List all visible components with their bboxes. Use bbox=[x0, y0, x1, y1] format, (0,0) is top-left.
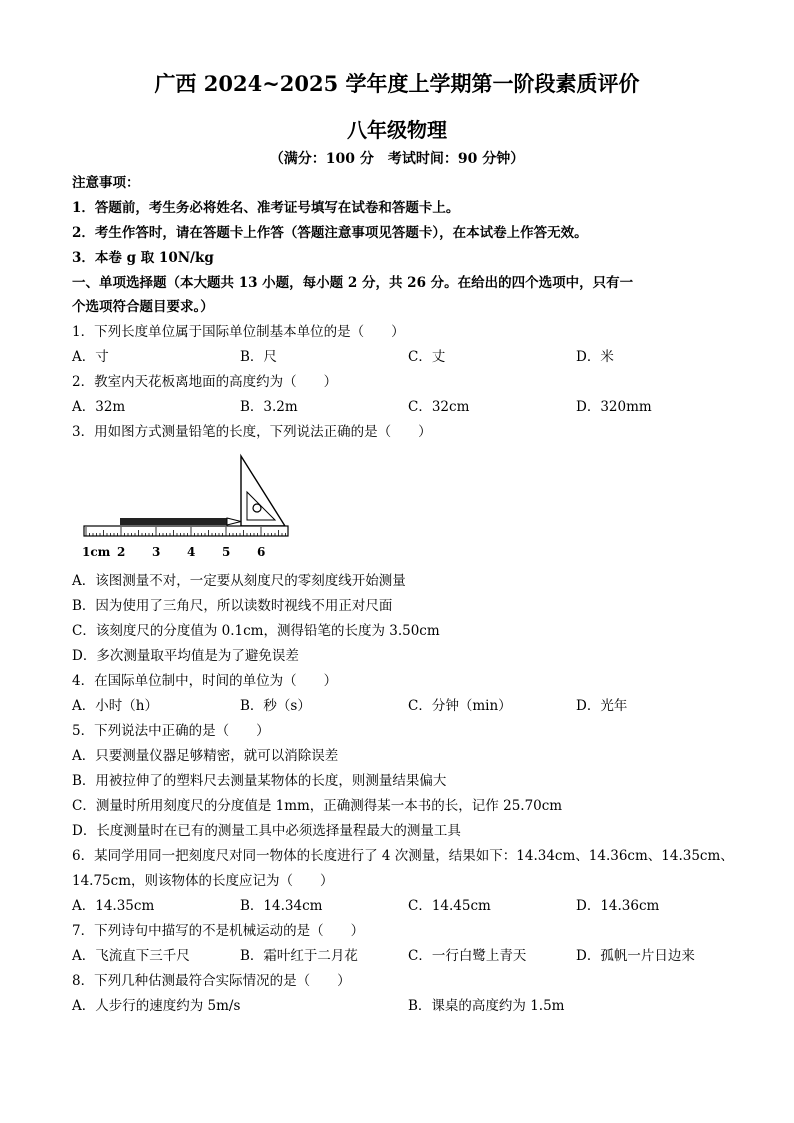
question-6-stem-cont: 14.75cm，则该物体的长度应记为（ ） bbox=[72, 873, 334, 889]
question-2-stem: 2．教室内天花板离地面的高度约为（ ） bbox=[72, 374, 338, 390]
question-8-option-b: B．课桌的高度约为 1.5m bbox=[408, 998, 565, 1014]
question-7-option-c: C．一行白鹭上青天 bbox=[408, 948, 527, 964]
ruler-label: 2 bbox=[117, 545, 126, 559]
section-heading-cont: 个选项符合题目要求。） bbox=[72, 299, 214, 315]
pencil-tip bbox=[227, 518, 241, 525]
exam-info: （满分：100 分 考试时间：90 分钟） bbox=[269, 151, 525, 167]
question-8-option-a: A．人步行的速度约为 5m/s bbox=[72, 998, 241, 1014]
question-6-option-b: B．14.34cm bbox=[240, 898, 323, 914]
question-5-option-a: A．只要测量仪器足够精密，就可以消除误差 bbox=[72, 748, 339, 764]
question-1-option-b: B．尺 bbox=[240, 349, 277, 365]
question-2-option-a: A．32m bbox=[72, 399, 126, 415]
question-5-option-b: B．用被拉伸了的塑料尺去测量某物体的长度，则测量结果偏大 bbox=[72, 773, 447, 789]
question-2-option-d: D．320mm bbox=[576, 399, 652, 415]
question-6-option-d: D．14.36cm bbox=[576, 898, 660, 914]
question-6-option-c: C．14.45cm bbox=[408, 898, 491, 914]
ruler-label: 3 bbox=[152, 545, 161, 559]
note-item: 2．考生作答时，请在答题卡上作答（答题注意事项见答题卡），在本试卷上作答无效。 bbox=[72, 225, 588, 241]
ruler-pencil-diagram bbox=[76, 452, 296, 564]
section-heading: 一、单项选择题（本大题共 13 小题，每小题 2 分，共 26 分。在给出的四个选项中，只有一 bbox=[72, 275, 634, 291]
ruler-label: 4 bbox=[187, 545, 196, 559]
ruler-label: 1cm bbox=[82, 545, 111, 559]
question-5-option-d: D．长度测量时在已有的测量工具中必须选择量程最大的测量工具 bbox=[72, 823, 461, 839]
question-2-option-b: B．3.2m bbox=[240, 399, 298, 415]
question-4-option-a: A．小时（h） bbox=[72, 698, 158, 714]
question-5-option-c: C．测量时所用刻度尺的分度值是 1mm，正确测得某一本书的长，记作 25.70cm bbox=[72, 798, 563, 814]
question-3-option-a: A．该图测量不对，一定要从刻度尺的零刻度线开始测量 bbox=[72, 573, 406, 589]
question-6-option-a: A．14.35cm bbox=[72, 898, 155, 914]
question-1-stem: 1．下列长度单位属于国际单位制基本单位的是（ ） bbox=[72, 324, 405, 340]
question-7-stem: 7．下列诗句中描写的不是机械运动的是（ ） bbox=[72, 923, 365, 939]
note-item: 3．本卷 g 取 10N/kg bbox=[72, 250, 214, 266]
exam-subtitle: 八年级物理 bbox=[347, 118, 447, 142]
question-4-stem: 4．在国际单位制中，时间的单位为（ ） bbox=[72, 673, 338, 689]
ruler-label: 5 bbox=[222, 545, 231, 559]
ruler-figure bbox=[76, 452, 296, 564]
question-3-option-c: C．该刻度尺的分度值为 0.1cm，测得铅笔的长度为 3.50cm bbox=[72, 623, 440, 639]
question-7-option-a: A．飞流直下三千尺 bbox=[72, 948, 190, 964]
question-1-option-c: C．丈 bbox=[408, 349, 446, 365]
question-1-option-d: D．米 bbox=[576, 349, 614, 365]
question-1-option-a: A．寸 bbox=[72, 349, 109, 365]
question-4-option-c: C．分钟（min） bbox=[408, 698, 512, 714]
note-item: 1．答题前，考生务必将姓名、准考证号填写在试卷和答题卡上。 bbox=[72, 200, 460, 216]
question-3-stem: 3．用如图方式测量铅笔的长度，下列说法正确的是（ ） bbox=[72, 424, 432, 440]
question-4-option-b: B．秒（s） bbox=[240, 698, 311, 714]
pencil-body bbox=[120, 518, 227, 525]
question-8-stem: 8．下列几种估测最符合实际情况的是（ ） bbox=[72, 973, 351, 989]
question-5-stem: 5．下列说法中正确的是（ ） bbox=[72, 723, 270, 739]
question-4-option-d: D．光年 bbox=[576, 698, 628, 714]
question-7-option-b: B．霜叶红于二月花 bbox=[240, 948, 358, 964]
question-7-option-d: D．孤帆一片日边来 bbox=[576, 948, 695, 964]
question-6-stem: 6．某同学用同一把刻度尺对同一物体的长度进行了 4 次测量，结果如下：14.34cm、14.36cm、14.35cm、 bbox=[72, 848, 734, 864]
question-2-option-c: C．32cm bbox=[408, 399, 470, 415]
notes-heading: 注意事项： bbox=[72, 175, 140, 191]
ruler-label: 6 bbox=[257, 545, 266, 559]
exam-title: 广西 2024~2025 学年度上学期第一阶段素质评价 bbox=[154, 71, 640, 96]
question-3-option-b: B．因为使用了三角尺，所以读数时视线不用正对尺面 bbox=[72, 598, 393, 614]
question-3-option-d: D．多次测量取平均值是为了避免误差 bbox=[72, 648, 299, 664]
triangle-ruler bbox=[241, 456, 285, 526]
